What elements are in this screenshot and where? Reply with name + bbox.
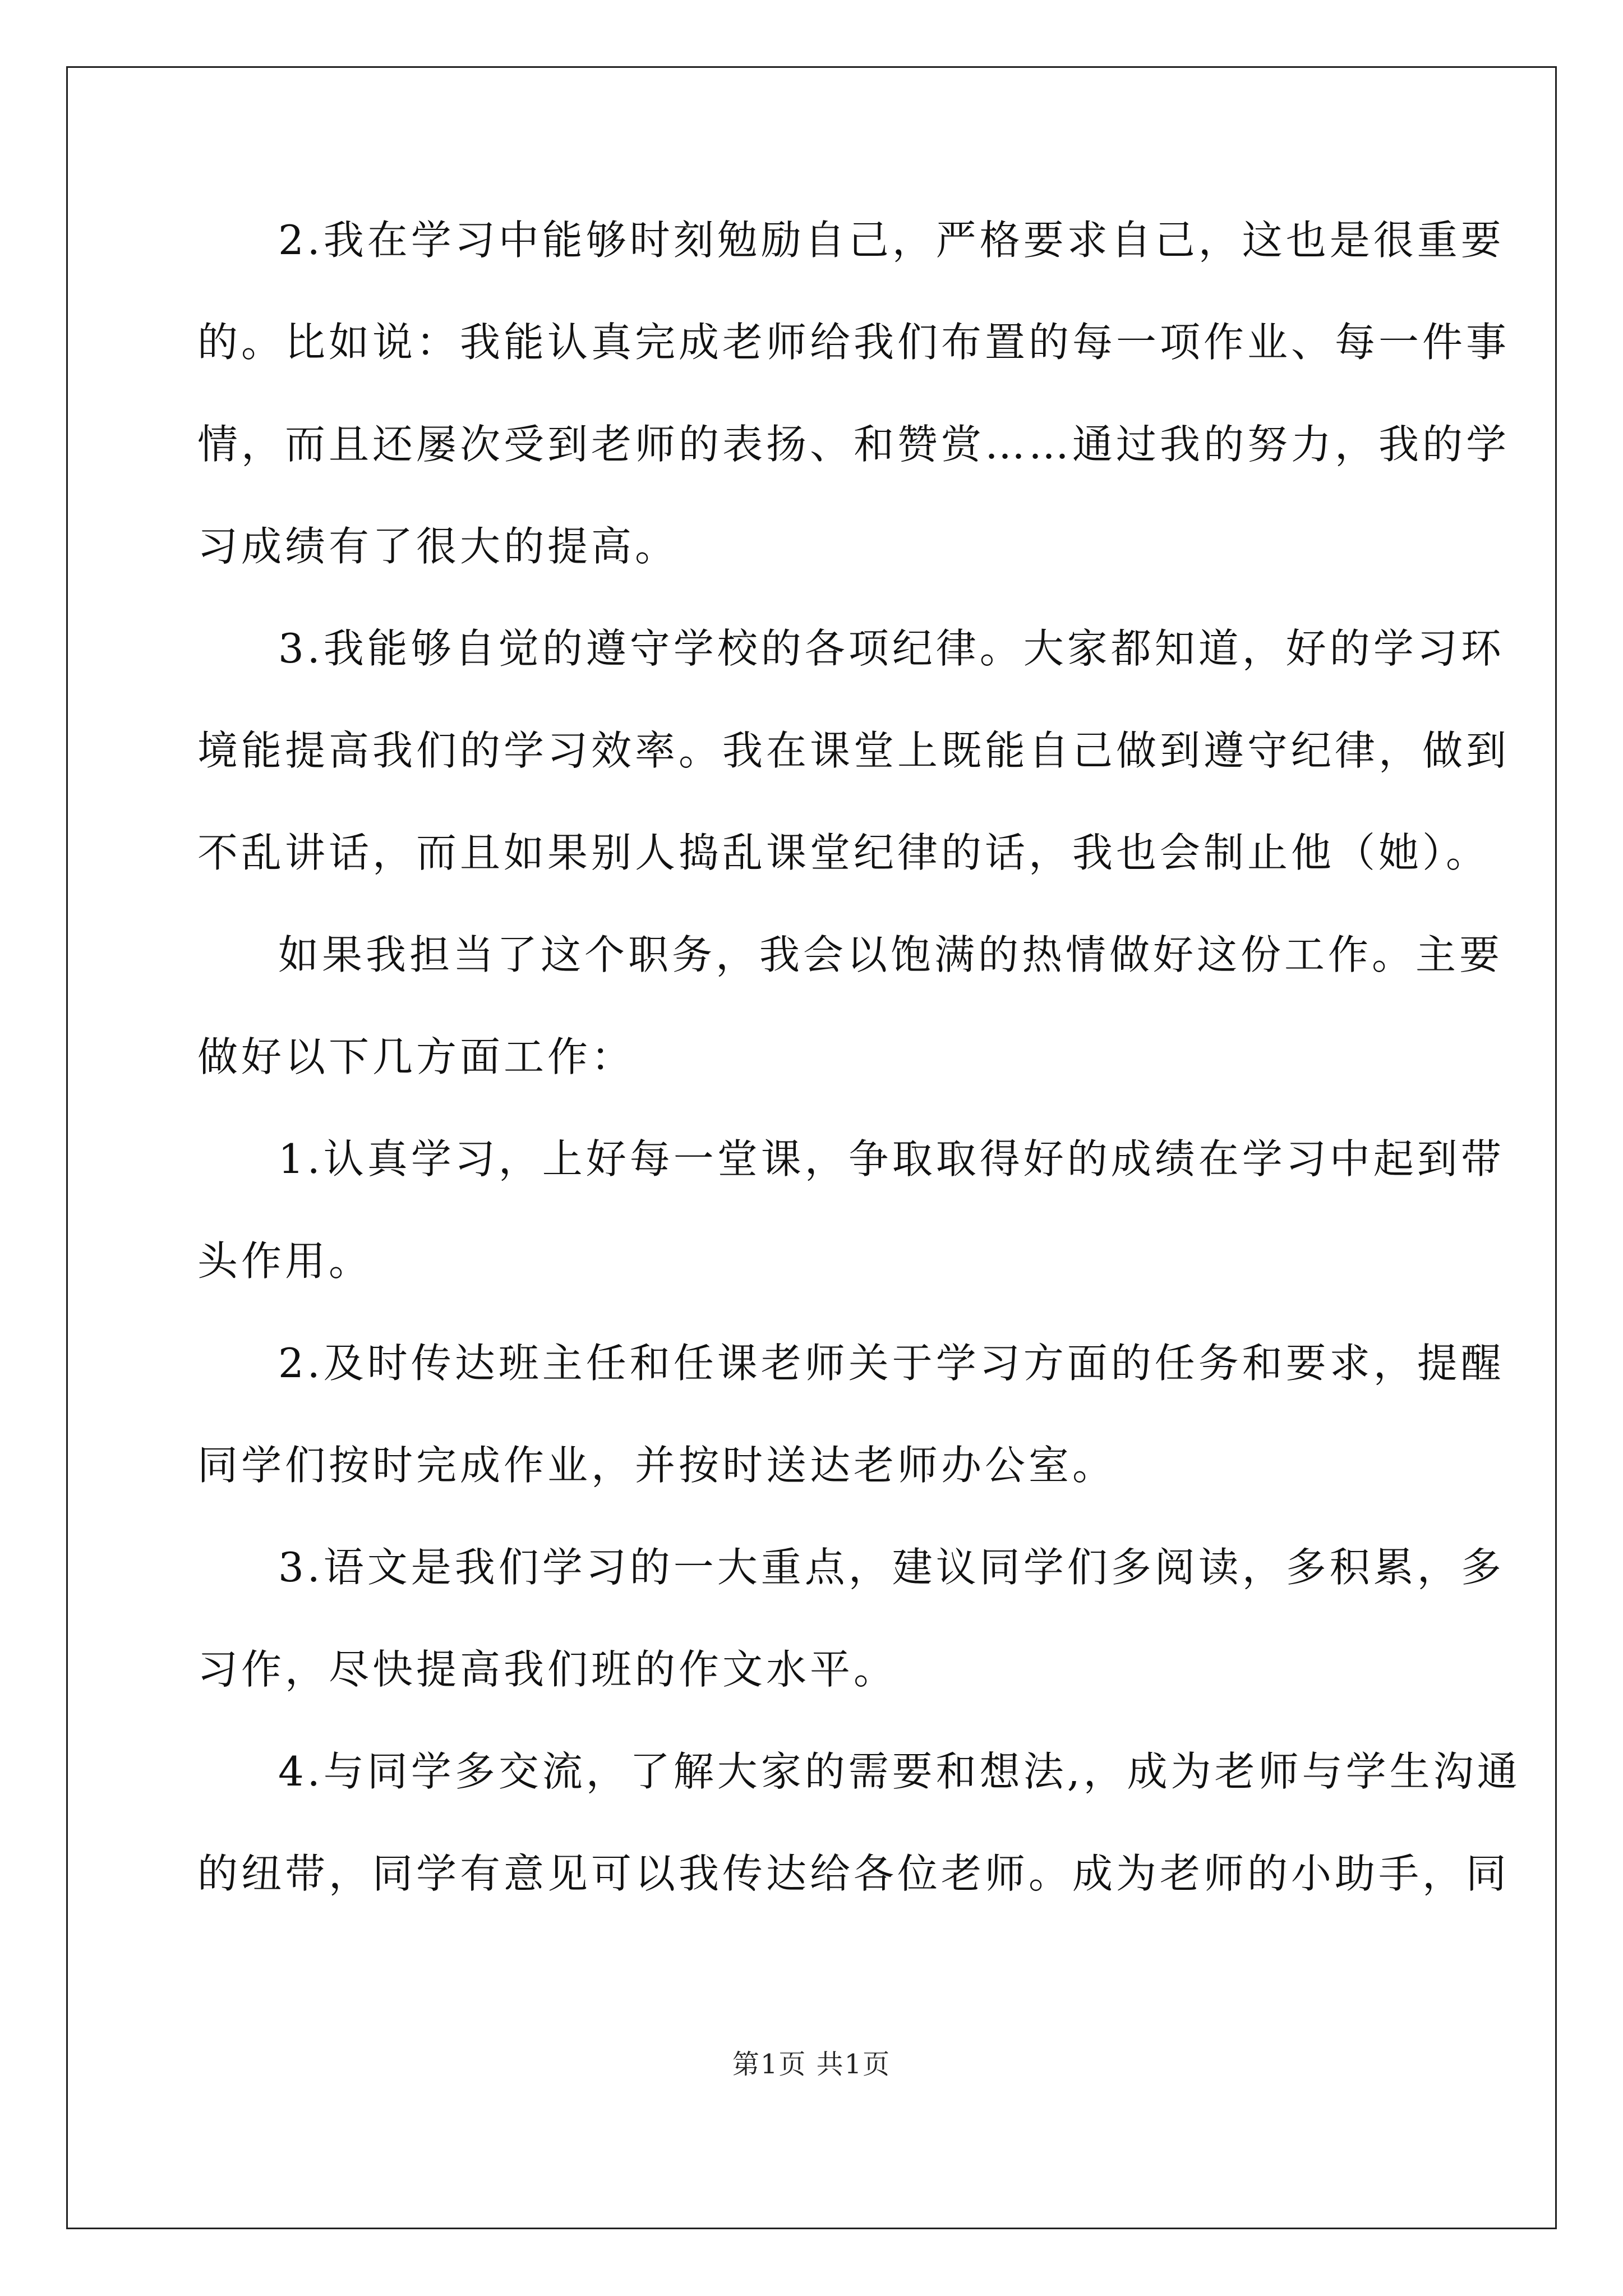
text-line-content: 2.及时传达班主任和任课老师关于学习方面的任务和要求，提醒 bbox=[278, 1340, 1505, 1387]
text-line-content: 3.语文是我们学习的一大重点，建议同学们多阅读，多积累，多 bbox=[278, 1544, 1505, 1591]
text-line: 习作，尽快提高我们班的作文水平。 bbox=[197, 1646, 898, 1693]
text-line-content: 如果我担当了这个职务，我会以饱满的热情做好这份工作。主要 bbox=[278, 931, 1504, 978]
text-line: 同学们按时完成作业，并按时送达老师办公室。 bbox=[197, 1442, 1117, 1489]
text-line bbox=[197, 1540, 1505, 1594]
text-line-content: 1.认真学习，上好每一堂课，争取取得好的成绩在学习中起到带 bbox=[278, 1135, 1505, 1182]
text-line: 境能提高我们的学习效率。我在课堂上既能自己做到遵守纪律，做到 bbox=[197, 727, 1510, 774]
text-line-content: 2.我在学习中能够时刻勉励自己，严格要求自己，这也是很重要 bbox=[278, 217, 1505, 264]
text-line: 情，而且还屡次受到老师的表扬、和赞赏……通过我的努力，我的学 bbox=[197, 421, 1510, 468]
text-line-content: 3.我能够自觉的遵守学校的各项纪律。大家都知道，好的学习环 bbox=[278, 625, 1505, 672]
text-line: 的。比如说：我能认真完成老师给我们布置的每一项作业、每一件事 bbox=[197, 319, 1510, 366]
text-line: 不乱讲话，而且如果别人捣乱课堂纪律的话，我也会制止他（她）。 bbox=[197, 829, 1490, 876]
text-line bbox=[197, 1745, 1521, 1798]
text-line: 做好以下几方面工作： bbox=[197, 1033, 635, 1080]
text-line-content: 4.与同学多交流，了解大家的需要和想法,，成为老师与学生沟通 bbox=[278, 1748, 1521, 1795]
text-line: 头作用。 bbox=[197, 1237, 373, 1285]
text-line bbox=[197, 1336, 1505, 1390]
text-line: 习成绩有了很大的提高。 bbox=[197, 523, 679, 570]
text-line bbox=[197, 928, 1504, 982]
page-footer: 第1页 共1页 bbox=[732, 2049, 891, 2080]
text-line: 的纽带，同学有意见可以我传达给各位老师。成为老师的小助手，同 bbox=[197, 1850, 1510, 1897]
text-line bbox=[197, 213, 1505, 267]
text-line bbox=[197, 1132, 1505, 1186]
text-line bbox=[197, 622, 1505, 675]
